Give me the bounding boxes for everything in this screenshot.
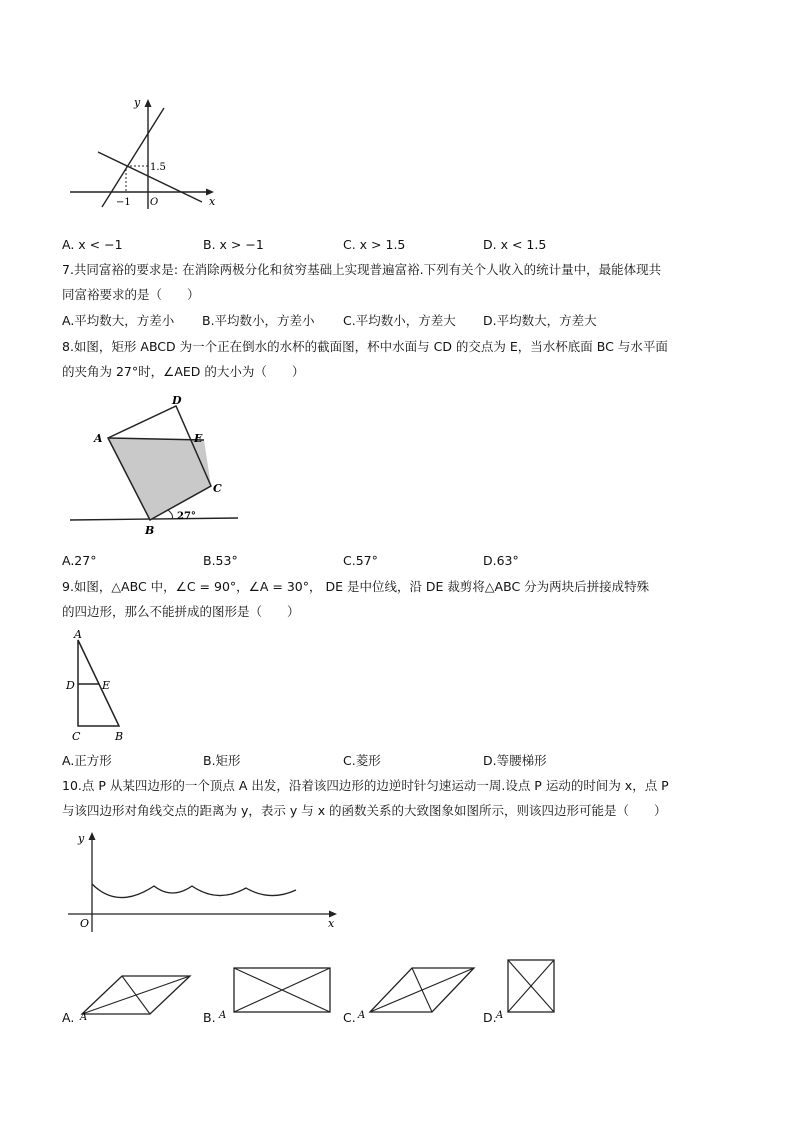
q10-a-diagonal-2 xyxy=(122,976,150,1014)
q6-line-shallow xyxy=(98,152,202,202)
q9-label-D: D xyxy=(66,679,75,692)
q10-d-vertex-label: A xyxy=(496,1010,504,1021)
q10-option-a-shape[interactable] xyxy=(78,970,198,1022)
q10-option-d-shape[interactable] xyxy=(494,956,558,1022)
q8-label-E: E xyxy=(194,432,203,445)
q10-a-vertex-label: A xyxy=(80,1012,88,1022)
q10-x-label: x xyxy=(328,917,335,930)
q8-label-A: A xyxy=(94,432,103,445)
q6-option-d[interactable]: D. x < 1.5 xyxy=(483,237,547,252)
q9-option-a[interactable]: A.正方形 xyxy=(62,753,112,768)
q10-option-c-label[interactable]: C. xyxy=(343,1010,356,1025)
q8-stem-line-2: 的夹角为 27°时，∠AED 的大小为（ ） xyxy=(62,364,305,379)
q9-label-C: C xyxy=(72,730,81,743)
q7-option-b[interactable]: B.平均数小，方差小 xyxy=(202,313,315,328)
q6-origin-label: O xyxy=(150,197,159,208)
q10-curve xyxy=(92,884,296,898)
q10-stem-line-1: 10.点 P 从某四边形的一个顶点 A 出发，沿着该四边形的边逆时针匀速运动一周.设点 P 运动的时间为 x，点 P xyxy=(62,778,669,793)
q10-option-b-label[interactable]: B. xyxy=(203,1010,216,1025)
q6-y-arrow xyxy=(145,99,152,107)
q9-triangle xyxy=(78,640,119,726)
q7-stem-line-1: 7.共同富裕的要求是: 在消除两极分化和贫穷基础上实现普遍富裕.下列有关个人收入的统计量中，最能体现共 xyxy=(62,262,662,277)
q6-x-label: x xyxy=(209,195,216,208)
q9-label-E: E xyxy=(102,679,111,692)
q8-angle-label: 27° xyxy=(177,511,196,522)
q8-label-C: C xyxy=(213,482,222,495)
q6-graph xyxy=(60,94,230,214)
q6-tick-1-5: 1.5 xyxy=(150,162,166,173)
q8-stem-line-1: 8.如图，矩形 ABCD 为一个正在倒水的水杯的截面图，杯中水面与 CD 的交点为 E，当水杯底面 BC 与水平面 xyxy=(62,339,668,354)
q9-option-d[interactable]: D.等腰梯形 xyxy=(483,753,547,768)
q8-figure xyxy=(60,388,250,540)
q10-option-d-label[interactable]: D. xyxy=(483,1010,497,1025)
q9-stem-line-1: 9.如图，△ABC 中，∠C = 90°，∠A = 30°， DE 是中位线，沿 DE 裁剪将△ABC 分为两块后拼接成特殊 xyxy=(62,579,650,594)
q6-tick-neg1: −1 xyxy=(116,197,131,208)
q8-option-c[interactable]: C.57° xyxy=(343,553,378,568)
q9-stem-line-2: 的四边形，那么不能拼成的图形是（ ） xyxy=(62,604,300,619)
q10-graph xyxy=(60,826,350,938)
q10-c-diagonal-2 xyxy=(412,968,432,1012)
q9-label-A: A xyxy=(74,628,82,641)
q10-b-vertex-label: A xyxy=(219,1010,227,1021)
q10-option-a-label[interactable]: A. xyxy=(62,1010,75,1025)
q7-option-a[interactable]: A.平均数大，方差小 xyxy=(62,313,175,328)
q8-label-B: B xyxy=(145,524,155,537)
q9-figure xyxy=(60,626,140,746)
q9-option-b[interactable]: B.矩形 xyxy=(203,753,241,768)
q10-y-arrow xyxy=(89,832,96,840)
q8-option-a[interactable]: A.27° xyxy=(62,553,97,568)
q6-option-c[interactable]: C. x > 1.5 xyxy=(343,237,406,252)
q9-label-B: B xyxy=(115,730,124,743)
q7-option-d[interactable]: D.平均数大，方差大 xyxy=(483,313,597,328)
q9-option-c[interactable]: C.菱形 xyxy=(343,753,381,768)
q7-stem-line-2: 同富裕要求的是（ ） xyxy=(62,287,200,302)
q10-stem-line-2: 与该四边形对角线交点的距离为 y，表示 y 与 x 的函数关系的大致图象如图所示，则该四边形可能是（ ） xyxy=(62,803,667,818)
q8-option-d[interactable]: D.63° xyxy=(483,553,519,568)
q8-label-D: D xyxy=(172,394,182,407)
q10-y-label: y xyxy=(78,832,85,845)
q10-c-vertex-label: A xyxy=(358,1010,366,1021)
q7-option-c[interactable]: C.平均数小，方差大 xyxy=(343,313,456,328)
q10-option-b-shape[interactable] xyxy=(216,964,336,1022)
q6-option-a[interactable]: A. x < −1 xyxy=(62,237,123,252)
q8-option-b[interactable]: B.53° xyxy=(203,553,238,568)
q10-origin-label: O xyxy=(80,917,90,930)
q10-option-c-shape[interactable] xyxy=(356,964,480,1022)
q6-option-b[interactable]: B. x > −1 xyxy=(203,237,264,252)
q8-angle-arc xyxy=(168,510,173,519)
q6-y-label: y xyxy=(134,96,141,109)
